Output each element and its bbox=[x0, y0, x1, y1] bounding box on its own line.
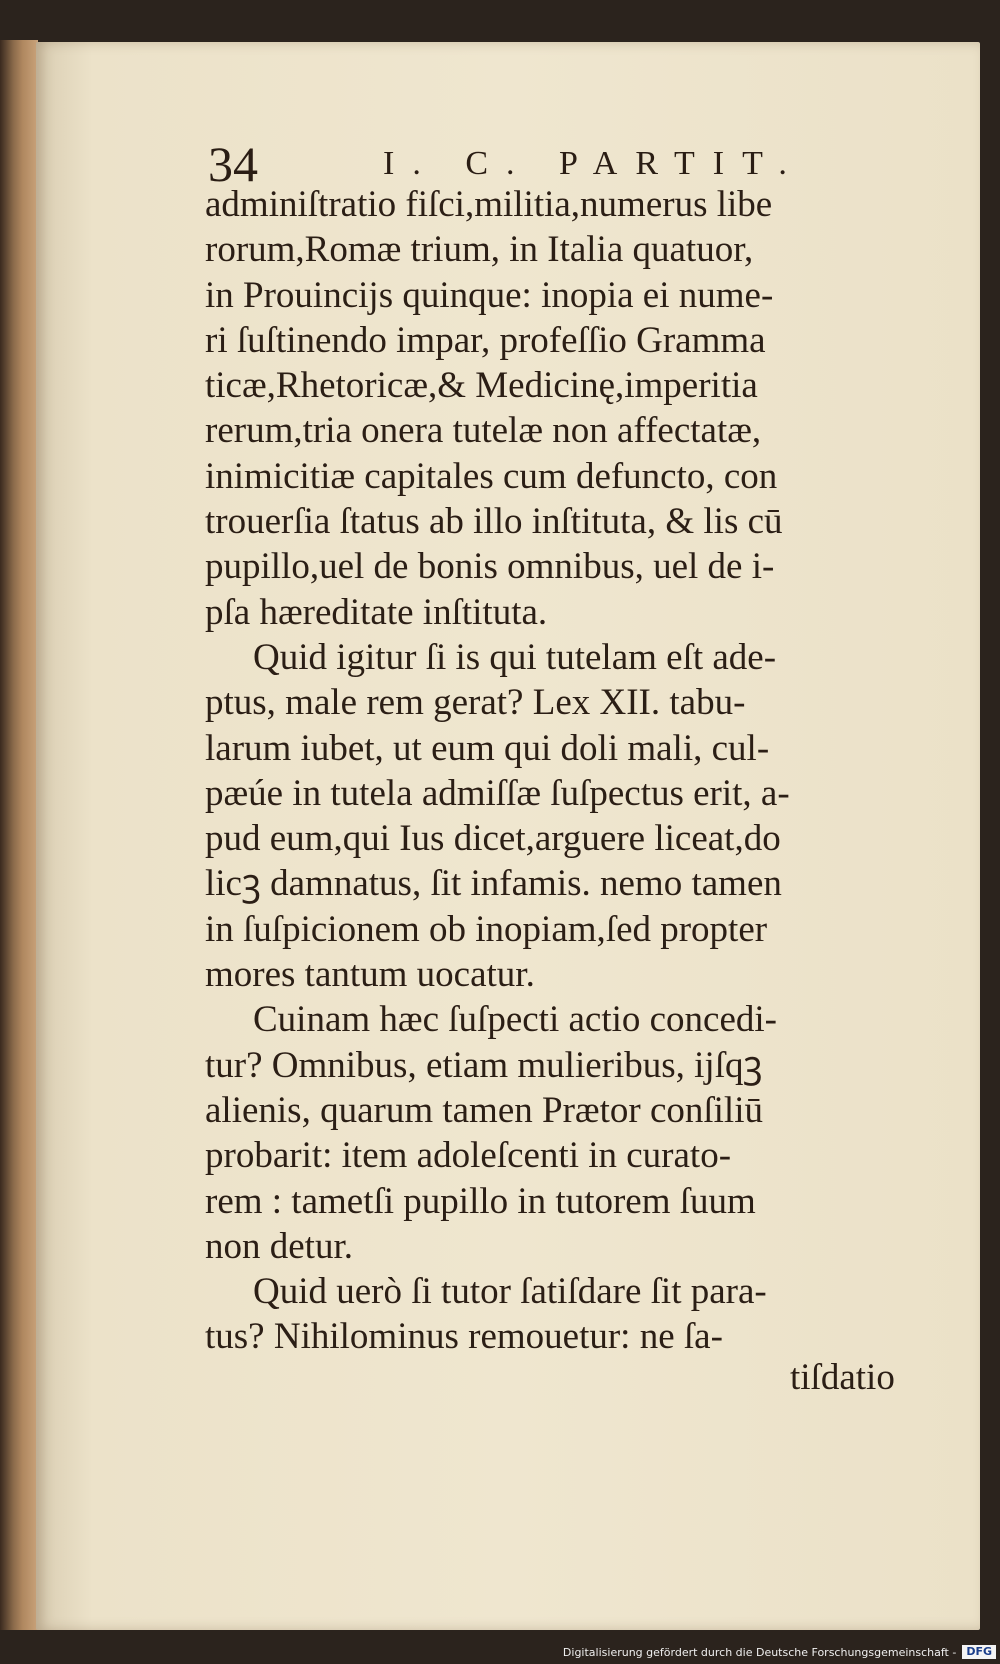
text-line: probarit: item adoleſcenti in curato- bbox=[205, 1135, 732, 1177]
text-line: pupillo,uel de bonis omnibus, uel de i- bbox=[205, 546, 775, 588]
footer-credit: Digitalisierung gefördert durch die Deutsche Forschungsgemeinschaft - bbox=[562, 1645, 957, 1659]
text-line: ri ſuſtinendo impar, profeſſio Gramma bbox=[205, 319, 766, 361]
text-line: in ſuſpicionem ob inopiam,ſed propter bbox=[205, 908, 768, 950]
body-text bbox=[205, 182, 925, 1360]
text-line: rem : tametſi pupillo in tutorem ſuum bbox=[205, 1180, 756, 1222]
running-head: I. C. PARTIT. bbox=[383, 145, 805, 182]
text-line: tus? Nihilominus remouetur: ne ſa- bbox=[205, 1316, 723, 1358]
book-page-edges bbox=[0, 40, 38, 1630]
text-line: tur? Omnibus, etiam mulieribus, ijſqꝫ bbox=[205, 1044, 763, 1086]
text-line: pſa hæreditate inſtituta. bbox=[205, 591, 548, 633]
text-line: non detur. bbox=[205, 1225, 353, 1267]
catchword: tiſdatio bbox=[790, 1357, 895, 1398]
text-line: Quid uerò ſi tutor ſatiſdare ſit para- bbox=[253, 1271, 767, 1313]
text-line: Quid igitur ſi is qui tutelam eſt ade- bbox=[253, 636, 777, 678]
text-line: rorum,Romæ trium, in Italia quatuor, bbox=[205, 229, 754, 271]
text-line: inimicitiæ capitales cum defuncto, con bbox=[205, 455, 778, 497]
text-line: rerum,tria onera tutelæ non affectatæ, bbox=[205, 410, 762, 452]
text-line: larum iubet, ut eum qui doli mali, cul- bbox=[205, 727, 770, 769]
text-line: mores tantum uocatur. bbox=[205, 954, 535, 996]
footer-bar bbox=[562, 1640, 1000, 1664]
text-line: ticæ,Rhetoricæ,& Medicinę,imperitia bbox=[205, 365, 758, 407]
text-line: in Prouincijs quinque: inopia ei nume- bbox=[205, 274, 774, 316]
text-line: ptus, male rem gerat? Lex XII. tabu- bbox=[205, 682, 746, 724]
page-number: 34 bbox=[208, 136, 258, 192]
text-line: pud eum,qui Ius dicet,arguere liceat,do bbox=[205, 818, 781, 860]
text-line: adminiſtratio fiſci,militia,numerus libe bbox=[205, 184, 773, 225]
text-line: trouerſia ſtatus ab illo inſtituta, & lis cū bbox=[205, 501, 783, 543]
text-line: alienis, quarum tamen Prætor conſiliū bbox=[205, 1089, 763, 1131]
dfg-logo: DFG bbox=[962, 1645, 996, 1659]
text-line: licꝫ damnatus, ſit infamis. nemo tamen bbox=[205, 863, 782, 905]
text-line: pæúe in tutela admiſſæ ſuſpectus erit, a- bbox=[205, 772, 790, 814]
text-line: Cuinam hæc ſuſpecti actio concedi- bbox=[253, 999, 777, 1041]
